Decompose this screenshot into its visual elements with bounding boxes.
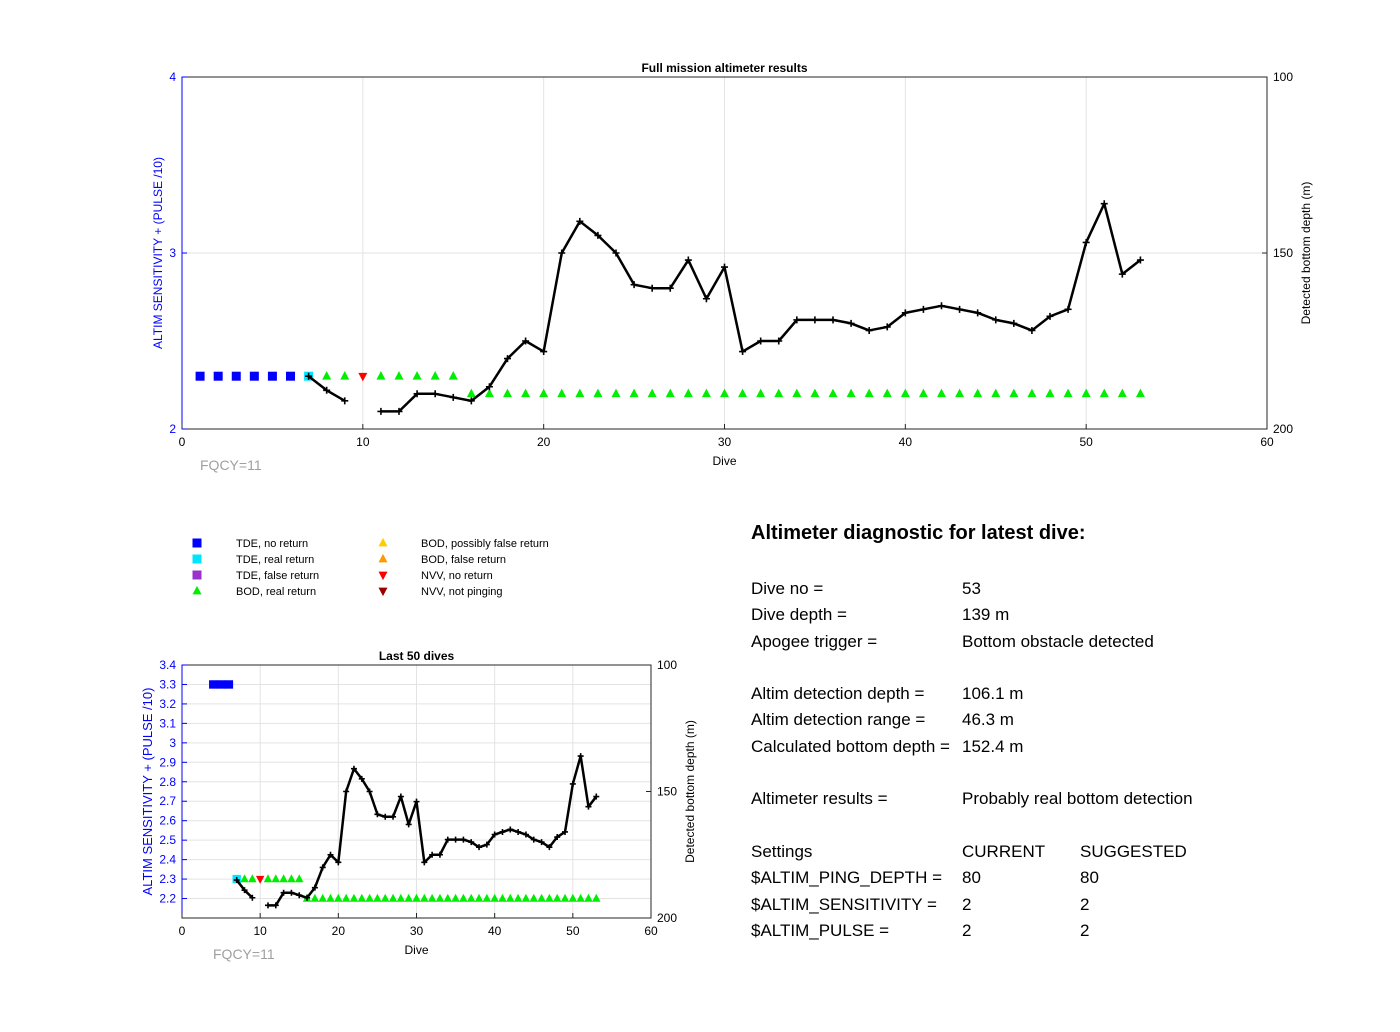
data-marker [756,389,765,398]
data-marker [483,894,491,902]
y-axis-label: ALTIM SENSITIVITY + (PULSE /10) [151,157,165,349]
bottom-depth-point [343,789,349,795]
data-marker [272,874,280,882]
data-marker [209,680,217,688]
data-marker [428,894,436,902]
data-marker [702,389,711,398]
bottom-depth-line [268,756,596,905]
legend-marker [193,555,202,564]
legend-marker [379,538,388,547]
data-marker [991,389,1000,398]
y-tick-label: 3 [169,246,176,260]
data-marker [557,389,566,398]
data-marker [1046,389,1055,398]
data-marker [250,372,259,381]
bottom-depth-point [830,316,837,323]
data-marker [810,389,819,398]
setting-name: $ALTIM_PING_DEPTH = [751,868,942,888]
data-marker [883,389,892,398]
fqcy-annotation: FQCY=11 [200,457,262,473]
bottom-depth-point [974,309,981,316]
x-tick-label: 40 [898,435,913,449]
data-marker [431,371,440,380]
setting-current: 80 [962,868,981,888]
y-tick-label: 2.5 [159,833,176,848]
dive-depth-label: Dive depth = [751,605,847,625]
data-marker [506,894,514,902]
data-marker [256,876,264,884]
legend [193,538,549,598]
setting-suggested: 80 [1080,868,1099,888]
setting-current: 2 [962,920,972,940]
x-axis-label: Dive [404,943,429,957]
data-marker [376,371,385,380]
data-marker [358,373,367,382]
apogee-value: Bottom obstacle detected [962,631,1154,651]
bottom-depth-point [377,408,384,415]
data-marker [350,894,358,902]
x-tick-label: 30 [409,924,424,938]
x-tick-label: 40 [487,924,502,938]
data-marker [319,894,327,902]
data-marker [530,894,538,902]
legend-label: TDE, no return [236,538,309,550]
data-marker [792,389,801,398]
data-marker [1064,389,1073,398]
data-marker [334,894,342,902]
y-right-tick-label: 100 [657,658,678,672]
legend-label: TDE, real return [236,554,315,566]
data-marker [919,389,928,398]
bottom-depth-point [374,811,380,817]
x-tick-label: 0 [178,924,186,938]
data-marker [490,894,498,902]
data-marker [404,894,412,902]
y-tick-label: 2 [169,422,176,436]
data-marker [666,389,675,398]
data-marker [521,389,530,398]
data-marker [539,389,548,398]
bottom-depth-point [507,826,513,832]
data-marker [340,371,349,380]
data-marker [576,894,584,902]
chart-title: Full mission altimeter results [641,61,808,75]
legend-marker [379,588,388,597]
data-marker [295,874,303,882]
data-marker [279,874,287,882]
legend-label: TDE, false return [236,570,320,582]
y-right-axis-label: Detected bottom depth (m) [1299,181,1313,325]
bottom-depth-point [1010,320,1017,327]
chart-last-50 [140,649,697,962]
data-marker [232,372,241,381]
bottom-depth-point [1065,306,1072,313]
y-tick-label: 2.2 [159,891,176,906]
legend-label: BOD, false return [421,554,506,566]
data-marker [584,894,592,902]
data-marker [449,371,458,380]
data-marker [467,389,476,398]
bottom-depth-point [382,814,388,820]
data-marker [973,389,982,398]
data-marker [311,894,319,902]
bottom-depth-point [453,837,459,843]
data-marker [684,389,693,398]
setting-name: $ALTIM_PULSE = [751,920,890,940]
data-marker [1027,389,1036,398]
settings-label: Settings [751,841,813,861]
data-marker [365,894,373,902]
data-marker [373,894,381,902]
data-marker [1100,389,1109,398]
legend-label: BOD, possibly false return [421,538,549,550]
data-marker [1136,389,1145,398]
data-marker [648,389,657,398]
bottom-depth-point [992,316,999,323]
y-tick-label: 2.8 [159,774,176,789]
y-right-tick-label: 150 [657,784,678,799]
x-tick-label: 20 [331,924,346,938]
suggested-header: SUGGESTED [1080,841,1187,861]
data-marker [264,874,272,882]
data-marker [1082,389,1091,398]
dive-no-value: 53 [962,579,981,598]
data-marker [358,894,366,902]
data-marker [286,372,295,381]
bottom-depth-point [265,902,271,908]
data-marker [268,372,277,381]
data-marker [326,894,334,902]
data-marker [569,894,577,902]
bottom-depth-point [288,890,294,896]
bottom-depth-point [515,829,521,835]
bottom-depth-point [406,821,412,827]
apogee-row [751,629,1371,655]
bottom-depth-point [811,316,818,323]
y-right-tick-label: 200 [1273,422,1294,436]
bottom-depth-point [848,320,855,327]
x-tick-label: 60 [644,924,658,938]
data-marker [720,389,729,398]
bottom-depth-point [956,306,963,313]
setting-row [751,865,1371,891]
data-marker [451,894,459,902]
detection-range-label: Altim detection range = [751,710,926,730]
data-marker [829,389,838,398]
data-marker [774,389,783,398]
y-tick-label: 2.9 [159,755,176,770]
legend-marker [193,586,202,595]
results-row [751,786,1371,812]
x-tick-label: 10 [356,435,370,449]
x-tick-label: 30 [717,435,732,449]
data-marker [413,371,422,380]
y-right-axis-label: Detected bottom depth (m) [683,720,697,863]
data-marker [503,389,512,398]
diagnostic-panel [751,518,1371,944]
x-tick-label: 10 [253,924,267,938]
data-marker [630,389,639,398]
data-marker [389,894,397,902]
detection-range-value: 46.3 m [962,710,1014,730]
setting-suggested: 2 [1080,920,1090,940]
data-marker [436,894,444,902]
bottom-depth-point [432,390,439,397]
data-marker [575,389,584,398]
detection-range-row [751,707,1371,733]
detection-depth-value: 106.1 m [962,684,1024,704]
y-right-tick-label: 100 [1273,70,1294,84]
data-marker [593,389,602,398]
data-marker [1009,389,1018,398]
data-marker [412,894,420,902]
y-tick-label: 2.6 [159,813,176,828]
data-marker [901,389,910,398]
data-marker [287,874,295,882]
y-tick-label: 3.4 [159,658,176,672]
x-tick-label: 60 [1260,435,1274,449]
detection-depth-row [751,681,1371,707]
bottom-depth-point [649,285,656,292]
data-marker [420,894,428,902]
data-marker [475,894,483,902]
data-marker [395,371,404,380]
data-marker [612,389,621,398]
y-tick-label: 4 [169,70,176,84]
data-marker [217,680,225,688]
data-marker [397,894,405,902]
bottom-depth-point [499,829,505,835]
data-marker [561,894,569,902]
data-marker [545,894,553,902]
y-right-tick-label: 200 [657,911,678,925]
data-marker [467,894,475,902]
legend-label: NVV, no return [421,570,493,582]
bottom-depth-row [751,734,1371,760]
bottom-depth-point [450,394,457,401]
y-tick-label: 2.4 [159,852,176,867]
y-tick-label: 2.7 [159,794,176,809]
y-right-tick-label: 150 [1273,246,1294,260]
setting-current: 2 [962,894,972,914]
bottom-depth-point [414,799,420,805]
chart-title: Last 50 dives [378,649,455,663]
y-tick-label: 3.1 [159,716,176,731]
data-marker [342,894,350,902]
data-marker [459,894,467,902]
y-tick-label: 3.3 [159,677,176,692]
bottom-depth-point [920,306,927,313]
data-marker [225,680,233,688]
x-tick-label: 0 [178,435,186,449]
legend-marker [379,554,388,563]
setting-row [751,892,1371,918]
data-marker [738,389,747,398]
setting-row [751,918,1371,944]
legend-marker [193,539,202,548]
x-tick-label: 50 [1079,435,1093,449]
bottom-depth-label: Calculated bottom depth = [751,736,950,756]
data-marker [847,389,856,398]
data-marker [514,894,522,902]
data-marker [553,894,561,902]
data-marker [937,389,946,398]
setting-suggested: 2 [1080,894,1090,914]
bottom-depth-point [938,302,945,309]
bottom-depth-point [866,327,873,334]
dive-no-label: Dive no = [751,579,824,598]
x-tick-label: 20 [536,435,551,449]
data-marker [214,372,223,381]
data-marker [955,389,964,398]
diagnostic-title: Altimeter diagnostic for latest dive: [751,522,1086,544]
setting-name: $ALTIM_SENSITIVITY = [751,894,937,914]
bottom-depth-point [578,753,584,759]
data-marker [498,894,506,902]
data-marker [322,371,331,380]
y-tick-label: 2.3 [159,872,176,887]
results-label: Altimeter results = [751,789,888,809]
y-axis-label: ALTIM SENSITIVITY + (PULSE /10) [140,687,155,896]
legend-marker [193,571,202,580]
data-marker [248,874,256,882]
legend-label: NVV, not pinging [421,586,503,598]
data-marker [865,389,874,398]
data-marker [522,894,530,902]
legend-marker [379,572,388,581]
dive-depth-row [751,602,1371,628]
data-marker [444,894,452,902]
y-tick-label: 3.2 [159,696,176,711]
dive-depth-value: 139 m [962,605,1010,625]
x-axis-label: Dive [712,454,737,468]
dive-no-row [751,576,1371,602]
data-marker [537,894,545,902]
bottom-depth-point [460,837,466,843]
bottom-depth-value: 152.4 m [962,736,1024,756]
data-marker [1118,389,1127,398]
detection-depth-label: Altim detection depth = [751,684,925,704]
settings-header-row [751,839,1371,865]
data-marker [240,874,248,882]
legend-label: BOD, real return [236,586,317,598]
bottom-depth-line [381,204,1141,412]
results-value: Probably real bottom detection [962,789,1193,809]
apogee-label: Apogee trigger = [751,631,878,651]
data-marker [592,894,600,902]
fqcy-annotation: FQCY=11 [213,946,275,962]
data-marker [381,894,389,902]
chart-full-mission [151,61,1313,473]
bottom-depth-point [296,892,302,898]
x-tick-label: 50 [566,924,580,938]
data-marker [196,372,205,381]
current-header: CURRENT [962,841,1046,861]
y-tick-label: 3 [169,735,176,750]
